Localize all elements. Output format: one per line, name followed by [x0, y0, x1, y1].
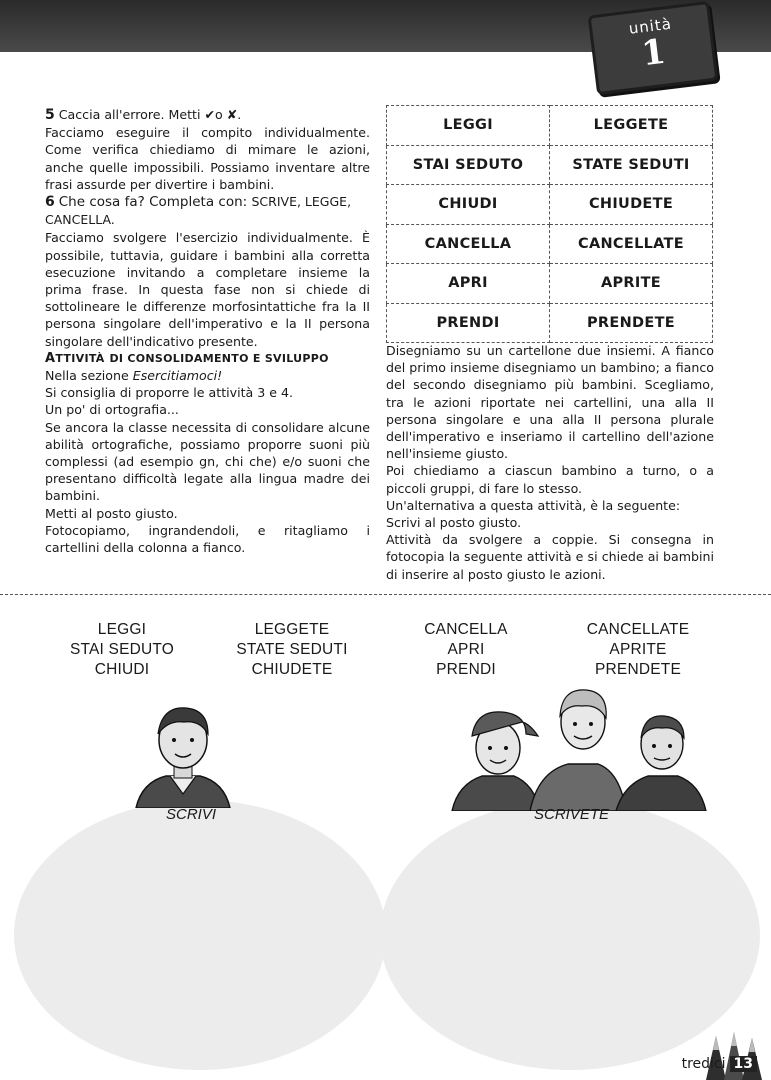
right-paragraph-1: Disegniamo su un cartellone due insiemi. A fianco del primo insieme disegniamo un bambino; a fianco del secondo disegniamo più bambini. Scegliamo, tra le azioni riportate nei cartellini, una alla II persona singolare e una alla II persona plurale dell'imperativo e inseriamo il cartellino dell'azione nell'insieme giusto.	[386, 343, 714, 462]
card-row	[387, 303, 713, 343]
child-illustration	[128, 698, 238, 808]
exercise-5-heading: 5 Caccia all'errore. Metti ✔o ✘.	[45, 107, 242, 123]
card: CANCELLATE	[550, 224, 713, 264]
children-group-illustration	[448, 676, 718, 811]
card: LEGGETE	[550, 106, 713, 146]
card: CANCELLA	[387, 224, 550, 264]
right-column	[386, 342, 714, 583]
unit-badge	[588, 1, 719, 95]
cutout-cards-table	[386, 105, 713, 343]
card-row	[387, 106, 713, 146]
word-group-3: CANCELLA APRI PRENDI	[424, 621, 508, 678]
plural-set-oval	[380, 800, 760, 1070]
pencils-icon	[704, 1028, 764, 1080]
exercise-5-text: Facciamo eseguire il compito individualmente. Come verifica chiediamo di mimare le azioni, anche quelle impossibili. Possiamo inventare altre frasi assurde per divertire i bambini.	[45, 125, 370, 192]
word-group-4: CANCELLATE APRITE PRENDETE	[586, 621, 690, 678]
word-group-1: LEGGI STAI SEDUTO CHIUDI	[69, 621, 175, 678]
section-title: ATTIVITÀ DI CONSOLIDAMENTO E SVILUPPO	[45, 350, 329, 366]
exercise-6-text: Facciamo svolgere l'esercizio individualmente. È possibile, tuttavia, guidare i bambini alla corretta esecuzione invitando a completare insieme la prima frase. In questa fase non si chiede di sottolineare le differenze morfosintattiche fra la II persona singolare dell'imperativo e la II persona singolare dell'indicativo presente.	[45, 230, 370, 349]
subheading-scrivi: Scrivi al posto giusto.	[386, 515, 522, 531]
cut-line-divider	[0, 594, 771, 595]
right-paragraph-4: Attività da svolgere a coppie. Si consegna in fotocopia la seguente attività e si chiede ai bambini di inserire al posto giusto le azioni.	[386, 532, 714, 582]
card-row	[387, 224, 713, 264]
esercitiamoci-text: Si consiglia di proporre le attività 3 e 4.	[45, 385, 294, 401]
card: PRENDETE	[550, 303, 713, 343]
unit-number: 1	[639, 31, 668, 75]
card: LEGGI	[387, 106, 550, 146]
card: CHIUDETE	[550, 185, 713, 225]
metti-text: Fotocopiamo, ingrandendoli, e ritagliamo i cartellini della colonna a fianco.	[45, 522, 370, 556]
card-row	[387, 264, 713, 304]
card: STAI SEDUTO	[387, 145, 550, 185]
left-column	[45, 106, 370, 556]
page-word: tredici	[681, 1056, 726, 1072]
card: STATE SEDUTI	[550, 145, 713, 185]
label-plural: SCRIVETE	[534, 806, 610, 823]
card-row	[387, 185, 713, 225]
card: APRITE	[550, 264, 713, 304]
exercise-6-heading: 6 Che cosa fa? Completa con: SCRIVE, LEGGE, CANCELLA.	[45, 194, 352, 228]
right-paragraph-3: Un'alternativa a questa attività, è la seguente:	[386, 497, 681, 513]
card: CHIUDI	[387, 185, 550, 225]
page-number: 13	[730, 1056, 757, 1072]
subheading-esercitiamoci: Nella sezione Esercitiamoci!	[45, 368, 223, 384]
subheading-ortografia: Un po' di ortografia...	[45, 402, 179, 418]
card: PRENDI	[387, 303, 550, 343]
card-row	[387, 145, 713, 185]
page-footer	[682, 1056, 757, 1072]
singular-set-oval	[14, 800, 386, 1070]
label-singular: SCRIVI	[166, 806, 217, 823]
card: APRI	[387, 264, 550, 304]
right-paragraph-2: Poi chiediamo a ciascun bambino a turno, o a piccoli gruppi, di fare lo stesso.	[386, 463, 714, 496]
word-group-2: LEGGETE STATE SEDUTI CHIUDETE	[236, 621, 348, 678]
unit-label: unità	[627, 14, 673, 38]
ortografia-text: Se ancora la classe necessita di consolidare alcune abilità ortografiche, possiamo proporre suoni più complessi (ad esempio gn, chi che) e/o suoni che presentano difficoltà legate alla lingua madre dei bambini.	[45, 419, 370, 504]
subheading-metti: Metti al posto giusto.	[45, 505, 178, 521]
